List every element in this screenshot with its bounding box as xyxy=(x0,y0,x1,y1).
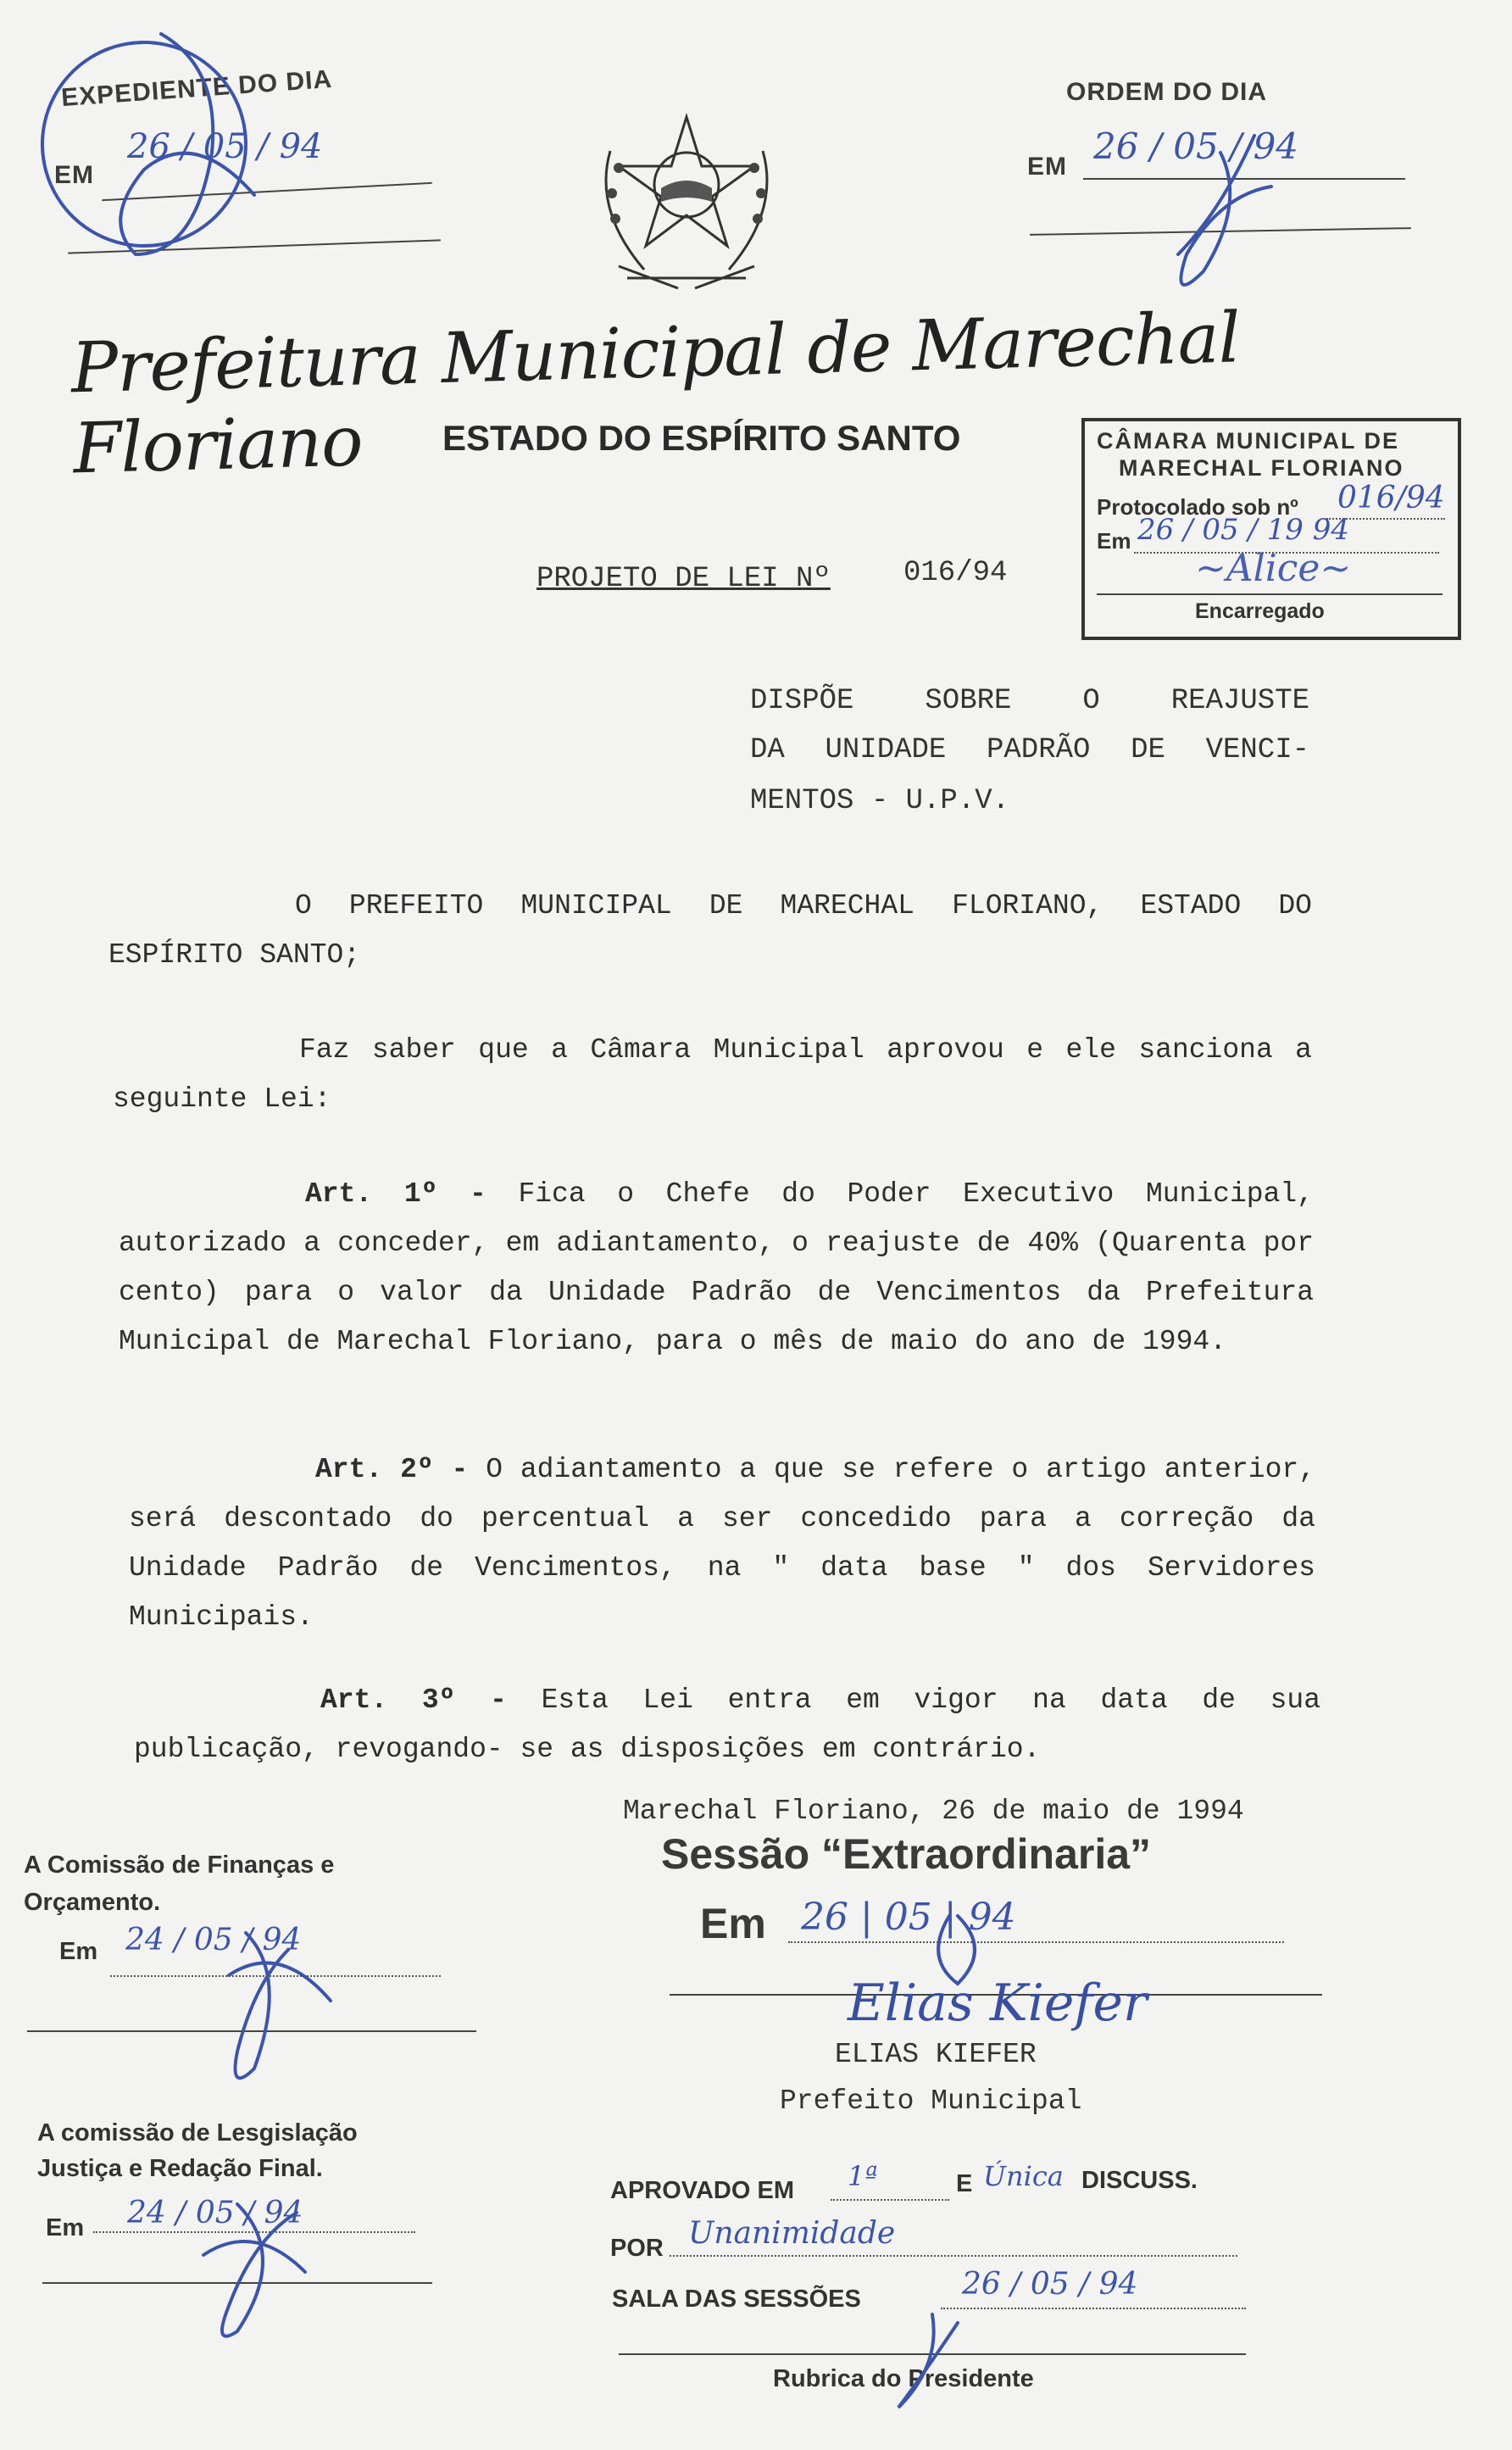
camara-stamp-encarregado: Encarregado xyxy=(1195,599,1325,623)
comissao-financas-line1: A Comissão de Finanças e xyxy=(24,1851,335,1879)
ordem-stamp-label: ORDEM DO DIA xyxy=(1066,78,1267,106)
por-label: POR xyxy=(610,2235,664,2262)
article-1-label: Art. 1º - xyxy=(305,1178,486,1210)
projeto-label-text: PROJETO DE LEI Nº xyxy=(536,563,831,595)
camara-date-handwritten: 26 / 05 / 19 94 xyxy=(1137,513,1350,547)
article-3-text: Esta Lei entra em vigor na data de sua publicação, revogando- se as disposições em contrário. xyxy=(134,1684,1320,1765)
comissao-legislacao-line1: A comissão de Lesgislação xyxy=(37,2119,358,2147)
ementa-line-3: MENTOS - U.P.V. xyxy=(750,785,1010,817)
aprovado-handwritten: 1ª xyxy=(848,2160,878,2192)
page-subtitle: ESTADO DO ESPÍRITO SANTO xyxy=(442,418,961,458)
camara-stamp-line1: CÂMARA MUNICIPAL DE xyxy=(1097,428,1399,454)
expediente-date-handwritten: 26 / 05 / 94 xyxy=(127,127,323,166)
ementa-line-2: DA UNIDADE PADRÃO DE VENCI- xyxy=(750,734,1309,766)
sala-sessoes-label: SALA DAS SESSÕES xyxy=(612,2286,861,2313)
faz-saber-paragraph: Faz saber que a Câmara Municipal aprovou e ele sanciona a seguinte Lei: xyxy=(113,1034,1312,1115)
article-2-label: Art. 2º - xyxy=(315,1454,469,1485)
camara-stamp-protocolado: Protocolado sob nº xyxy=(1097,494,1298,520)
signer-name: ELIAS KIEFER xyxy=(835,2039,1037,2070)
por-handwritten: Unanimidade xyxy=(688,2216,896,2251)
expediente-stamp-label: EXPEDIENTE DO DIA xyxy=(60,64,334,113)
rubrica-presidente-label: Rubrica do Presidente xyxy=(773,2365,1034,2392)
sessao-date-handwritten: 26 | 05 | 94 xyxy=(801,1896,1016,1939)
comissao-financas-line2: Orçamento. xyxy=(24,1889,161,1916)
projeto-number: 016/94 xyxy=(903,557,1008,589)
aprovado-e-handwritten: Única xyxy=(983,2160,1064,2192)
article-1-text: Fica o Chefe do Poder Executivo Municipal, autorizado a conceder, em adiantamento, o reajuste de 40% (Quarenta por cento) para o valor da Unidade Padrão de Vencimentos da Prefeitura Municipal de Marechal Floriano, para o mês de maio do ano de 1994. xyxy=(119,1178,1314,1357)
ordem-stamp-em: EM xyxy=(1027,153,1067,181)
place-and-date: Marechal Floriano, 26 de maio de 1994 xyxy=(623,1796,1244,1827)
comissao-legislacao-line2: Justiça e Redação Final. xyxy=(37,2155,323,2182)
camara-protocol-number-handwritten: 016/94 xyxy=(1337,481,1445,515)
comissao-financas-date-handwritten: 24 / 05 / 94 xyxy=(125,1923,302,1957)
article-3-label: Art. 3º - xyxy=(320,1684,507,1716)
ementa-line-1: DISPÕE SOBRE O REAJUSTE xyxy=(750,685,1309,717)
aprovado-e-label: E xyxy=(956,2170,973,2197)
sessao-stamp-label: Sessão “Extraordinaria” xyxy=(661,1830,1152,1878)
camara-stamp-em: Em xyxy=(1097,528,1131,554)
comissao-financas-em: Em xyxy=(59,1938,98,1965)
sessao-stamp-em: Em xyxy=(700,1900,766,1947)
camara-signature: ~Alice~ xyxy=(1195,547,1352,590)
page-title: Prefeitura Municipal de Marechal Floriano xyxy=(69,298,1241,490)
signer-title: Prefeito Municipal xyxy=(780,2085,1082,2117)
camara-stamp-line2: MARECHAL FLORIANO xyxy=(1119,455,1404,481)
discuss-label: DISCUSS. xyxy=(1081,2167,1198,2194)
aprovado-label: APROVADO EM xyxy=(610,2177,794,2204)
comissao-legislacao-date-handwritten: 24 / 05 / 94 xyxy=(127,2196,303,2230)
prefeito-signature: Elias Kiefer xyxy=(848,1974,1148,2033)
ordem-date-handwritten: 26 / 05 / 94 xyxy=(1093,125,1299,167)
article-2-text: O adiantamento a que se refere o artigo anterior, será descontado do percentual a ser concedido para a correção da Unidade Padrão de Vencimentos, na " data base " dos Servidores Municipais. xyxy=(129,1454,1315,1633)
intro-paragraph: O PREFEITO MUNICIPAL DE MARECHAL FLORIANO, ESTADO DO ESPÍRITO SANTO; xyxy=(108,890,1312,971)
expediente-stamp-em: EM xyxy=(54,161,94,189)
sala-sessoes-date-handwritten: 26 / 05 / 94 xyxy=(962,2267,1138,2302)
comissao-legislacao-em: Em xyxy=(46,2214,85,2241)
